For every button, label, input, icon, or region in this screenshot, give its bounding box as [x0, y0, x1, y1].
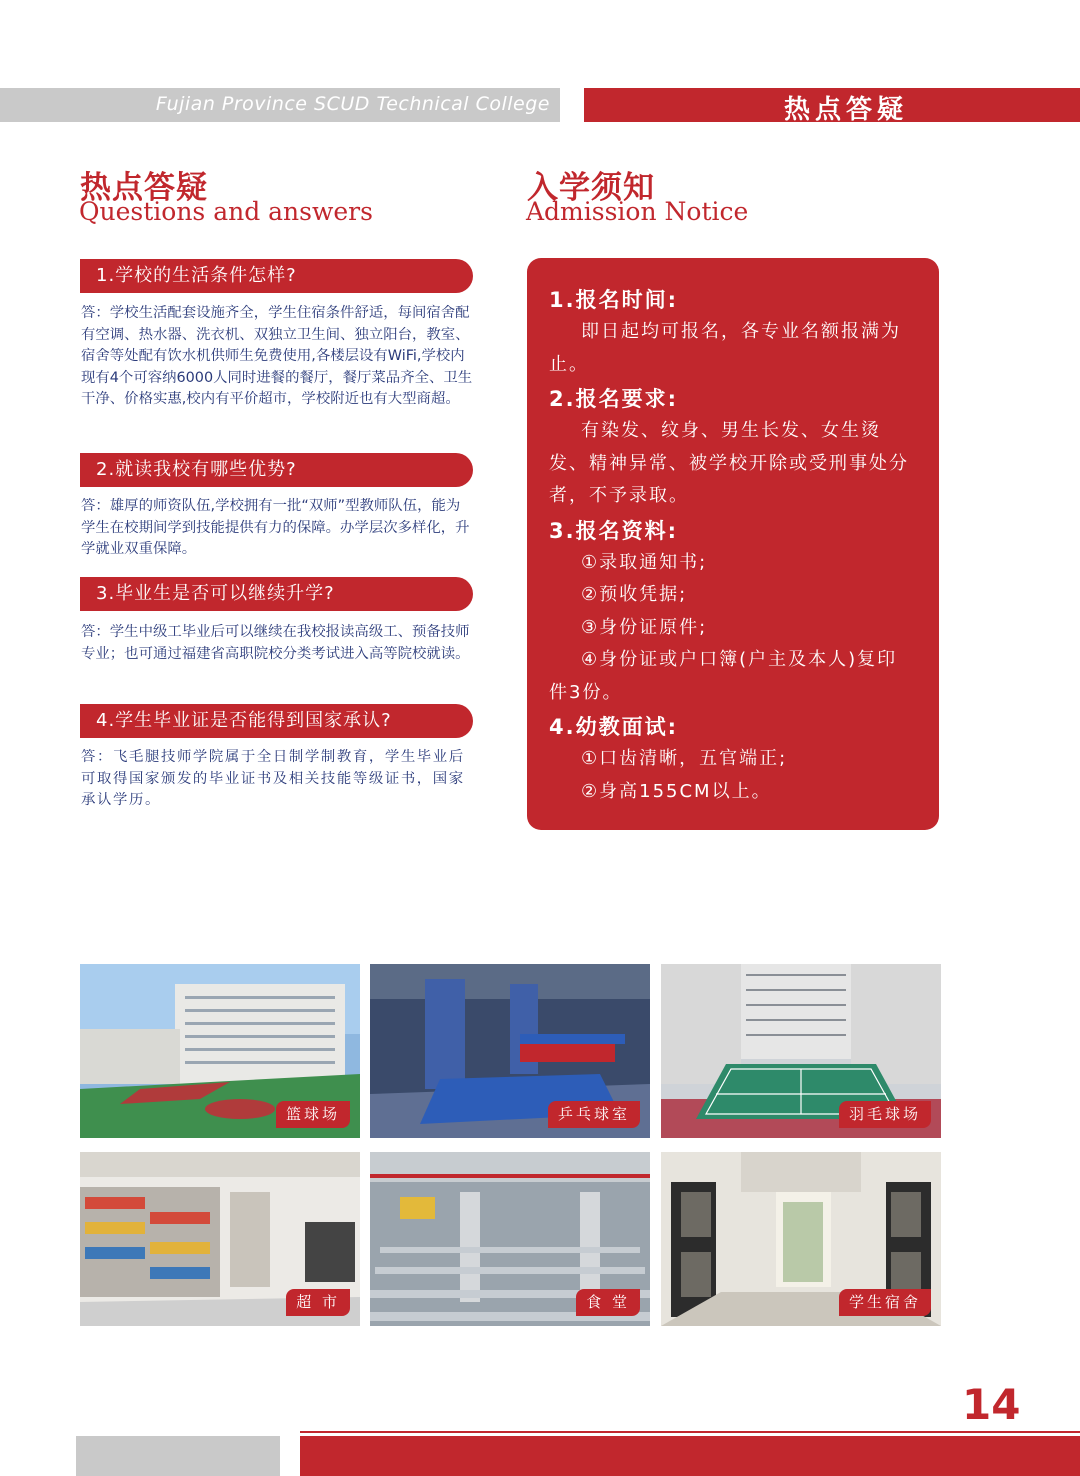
- college-english-name: Fujian Province SCUD Technical College: [155, 93, 550, 115]
- notice-item: ②预收凭据;: [581, 584, 688, 605]
- question-2: 2.就读我校有哪些优势?: [80, 453, 473, 487]
- notice-title: 入学须知: [527, 170, 655, 206]
- supermarket-photo: [80, 1152, 360, 1326]
- admission-notice-panel: [527, 258, 939, 830]
- canteen-photo: [370, 1152, 650, 1326]
- page-number: 14: [962, 1380, 1021, 1429]
- header-section-label: 热点答疑: [784, 95, 909, 125]
- footer-grey-band: [76, 1436, 280, 1476]
- answer-4: 答：飞毛腿技师学院属于全日制学制教育，学生毕业后可取得国家颁发的毕业证书及相关技能等级证书，国家承认学历。: [81, 749, 465, 808]
- notice-heading-2: 2.报名要求:: [549, 387, 678, 411]
- photo-label: 超 市: [286, 1289, 350, 1316]
- answer-2: 答：雄厚的师资队伍,学校拥有一批“双师”型教师队伍，能为学生在校期间学到技能提供有力的保障。办学层次多样化，升学就业双重保障。: [81, 498, 470, 557]
- badminton-court-photo: [661, 964, 941, 1138]
- question-1: 1.学校的生活条件怎样?: [80, 259, 473, 293]
- qa-title: 热点答疑: [80, 170, 208, 206]
- notice-item: ③身份证原件;: [581, 616, 708, 638]
- table-tennis-room-photo: [370, 964, 650, 1138]
- notice-item: ④身份证或户口簿(户主及本人)复印件3份。: [549, 649, 898, 703]
- footer-red-rule: [300, 1431, 1080, 1433]
- qa-subtitle: Questions and answers: [79, 197, 373, 226]
- notice-item: ①口齿清晰，五官端正;: [581, 748, 788, 769]
- notice-heading-4: 4.幼教面试:: [549, 715, 678, 739]
- question-3: 3.毕业生是否可以继续升学?: [80, 577, 473, 611]
- footer-red-band: [300, 1436, 1080, 1476]
- question-4: 4.学生毕业证是否能得到国家承认?: [80, 704, 473, 738]
- photo-label: 食 堂: [576, 1289, 640, 1316]
- photo-label: 乒乓球室: [548, 1101, 640, 1128]
- answer-1: 答：学校生活配套设施齐全，学生住宿条件舒适，每间宿舍配有空调、热水器、洗衣机、双独立卫生间、独立阳台，教室、宿舍等处配有饮水机供师生免费使用,各楼层设有WiFi,学校内现有4个可容纳6000人同时进餐的餐厅，餐厅菜品齐全、卫生干净、价格实惠,校内有平价超市，学校附近也有大型商超。: [81, 305, 473, 407]
- dormitory-photo: [661, 1152, 941, 1326]
- header-grey-band: [0, 88, 560, 122]
- notice-heading-1: 1.报名时间:: [549, 288, 678, 312]
- notice-subtitle: Admission Notice: [526, 197, 749, 226]
- notice-item: ②身高155CM以上。: [581, 780, 772, 802]
- notice-text-1: 即日起均可报名，各专业名额报满为止。: [549, 321, 901, 375]
- notice-heading-3: 3.报名资料:: [549, 518, 678, 543]
- header-red-band: [584, 88, 1080, 125]
- answer-3: 答：学生中级工毕业后可以继续在我校报读高级工、预备技师专业；也可通过福建省高职院校分类考试进入高等院校就读。: [81, 624, 470, 662]
- photo-label: 羽毛球场: [839, 1101, 931, 1128]
- notice-item: ①录取通知书;: [581, 551, 708, 573]
- photo-label: 学生宿舍: [839, 1289, 931, 1316]
- notice-text-2: 有染发、纹身、男生长发、女生烫发、精神异常、被学校开除或受刑事处分者，不予录取。: [549, 420, 909, 506]
- photo-label: 篮球场: [276, 1101, 350, 1128]
- basketball-court-photo: [80, 964, 360, 1138]
